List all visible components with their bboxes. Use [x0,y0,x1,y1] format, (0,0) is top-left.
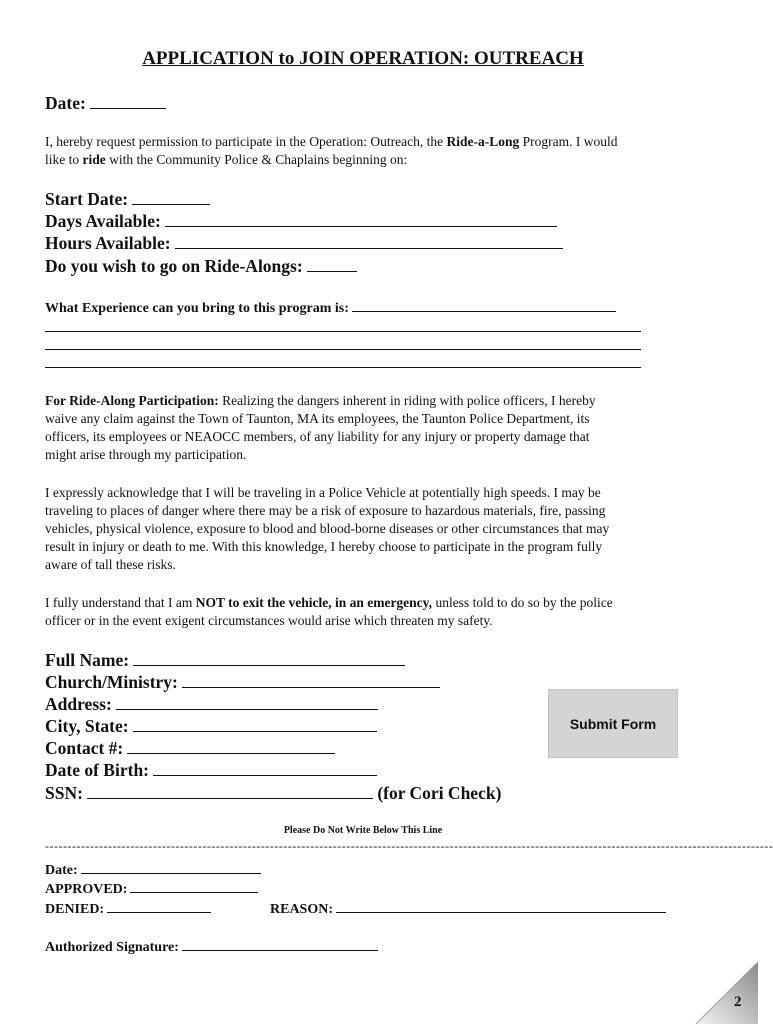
full-name-field[interactable] [45,650,405,671]
hours-available-label: Hours Available: [45,233,171,253]
denied-label: DENIED: [45,902,105,917]
acknowledge-line-3: vehicles, physical violence, exposure to blood and blood-borne diseases or other circumstances that may [45,521,610,536]
reason-field[interactable] [270,898,666,918]
date-label: Date: [45,93,86,113]
experience-field[interactable] [45,297,616,317]
city-state-field[interactable] [45,716,377,737]
understand-line-2: officer or in the event exigent circumstances would arise which threaten my safety. [45,613,493,628]
reason-label: REASON: [270,902,334,917]
address-label: Address: [45,694,112,714]
contact-label: Contact #: [45,738,124,758]
days-available-field[interactable] [45,211,557,232]
office-use-note: Please Do Not Write Below This Line [283,825,443,836]
authorized-signature-label: Authorized Signature: [45,940,179,955]
church-ministry-field[interactable] [45,672,440,693]
ssn-field[interactable] [45,783,501,804]
address-field[interactable] [45,694,378,715]
authorized-signature-field[interactable] [45,936,378,956]
acknowledge-line-1: I expressly acknowledge that I will be traveling in a Police Vehicle at potentially high speeds. I may be [45,485,601,500]
church-ministry-label: Church/Ministry: [45,672,178,692]
experience-label: What Experience can you bring to this program is: [45,301,349,316]
submit-form-button[interactable]: Submit Form [548,689,678,758]
page-corner-icon [696,962,770,1024]
ssn-label: SSN: [45,783,83,803]
acknowledge-line-4: result in injury or death to me. With this knowledge, I hereby choose to participate in the program fully [45,539,603,554]
start-date-label: Start Date: [45,189,129,209]
cut-line-divider: ------------------------------------------------------------------------------------------------------------------------------------------------------------------ [45,839,773,853]
date-of-birth-label: Date of Birth: [45,760,150,780]
page-number: 2 [734,994,742,1010]
acknowledge-line-5: aware of tall these risks. [45,557,176,572]
experience-line-2[interactable] [45,331,641,332]
page-title: APPLICATION to JOIN OPERATION: OUTREACH [142,48,584,69]
understand-line-1: I fully understand that I am NOT to exit the vehicle, in an emergency, unless told to do so by the police [45,595,613,610]
start-date-field[interactable] [45,189,210,210]
waiver-line-4: might arise through my participation. [45,447,247,462]
full-name-label: Full Name: [45,650,130,670]
experience-line-3[interactable] [45,349,641,350]
waiver-line-3: officers, its employees or NEAOCC members, of any liability for any injury or property damage that [45,429,590,444]
ssn-note: (for Cori Check) [377,783,502,803]
approved-label: APPROVED: [45,882,128,897]
ride-along-label: Do you wish to go on Ride-Alongs: [45,256,303,276]
denied-field[interactable] [45,898,211,918]
experience-line-4[interactable] [45,367,641,368]
city-state-label: City, State: [45,716,129,736]
date-of-birth-field[interactable] [45,760,377,781]
days-available-label: Days Available: [45,211,161,231]
intro-line-2: like to ride with the Community Police & Chaplains beginning on: [45,152,408,167]
waiver-line-2: waive any claim against the Town of Taunton, MA its employees, the Taunton Police Department, its [45,411,590,426]
contact-field[interactable] [45,738,335,759]
office-date-label: Date: [45,863,78,878]
office-date-field[interactable] [45,859,261,879]
approved-field[interactable] [45,878,258,898]
date-field[interactable] [45,93,166,114]
hours-available-field[interactable] [45,233,563,254]
acknowledge-line-2: traveling to places of danger where there may be a risk of exposure to hazardous materials, fire, passing [45,503,606,518]
waiver-line-1: For Ride-Along Participation: Realizing the dangers inherent in riding with police officers, I hereby [45,393,596,408]
ride-along-field[interactable] [45,256,357,277]
intro-line-1: I, hereby request permission to participate in the Operation: Outreach, the Ride-a-Long Program. I would [45,134,618,149]
